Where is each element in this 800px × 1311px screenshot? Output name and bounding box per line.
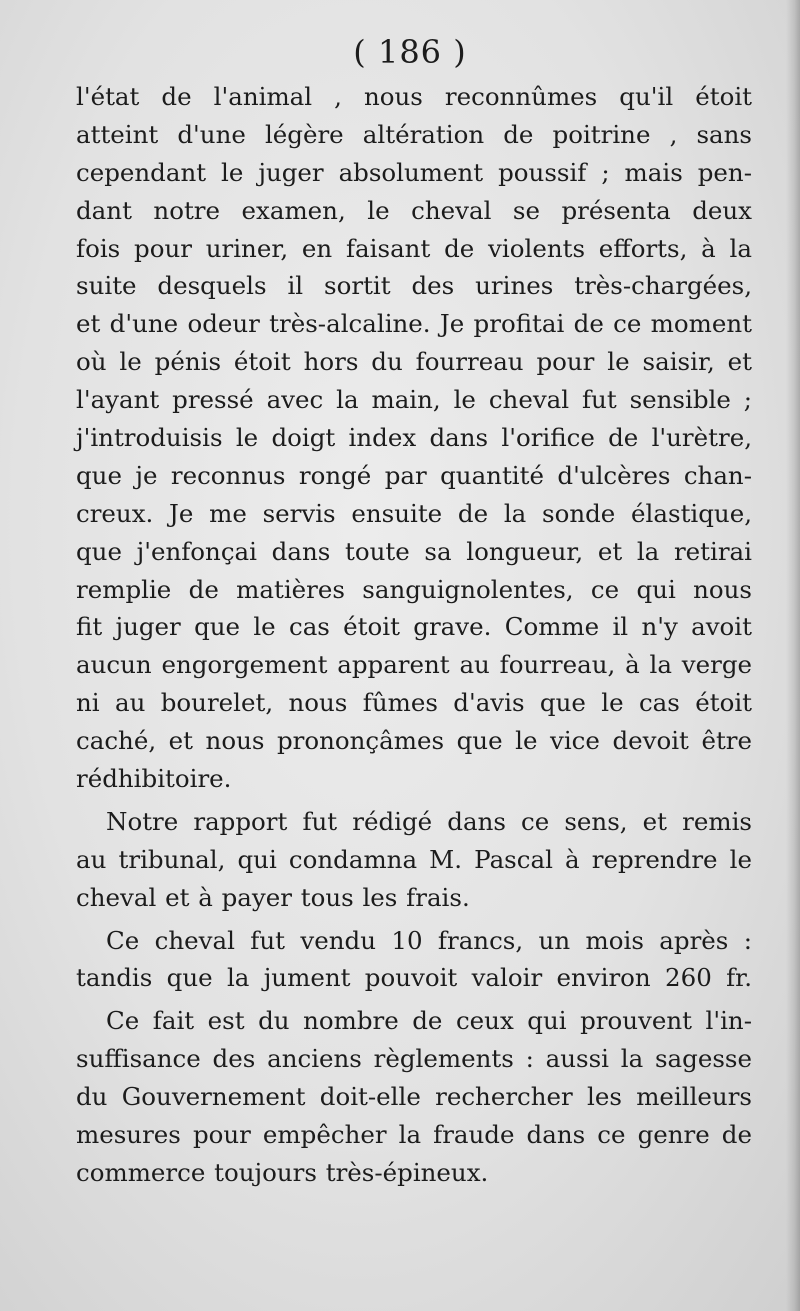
text-line: suite desquels il sortit des urines très-chargées,	[76, 271, 752, 301]
text-line: au tribunal, qui condamna M. Pascal à reprendre le	[76, 844, 752, 874]
text-line: fois pour uriner, en faisant de violents efforts, à la	[76, 233, 752, 263]
text-line: caché, et nous prononçâmes que le vice devoit être	[76, 726, 752, 756]
paragraph-2	[76, 803, 752, 917]
text-line: j'introduisis le doigt index dans l'orifice de l'urètre,	[76, 423, 752, 453]
text-line: que j'enfonçai dans toute sa longueur, et la retirai	[76, 536, 752, 566]
text-line: et d'une odeur très-alcaline. Je profitai de ce moment	[76, 309, 752, 339]
text-line: ni au bourelet, nous fûmes d'avis que le cas étoit	[76, 688, 752, 718]
text-line: mesures pour empêcher la fraude dans ce genre de	[76, 1120, 752, 1150]
text-line: Ce fait est du nombre de ceux qui prouvent l'in-	[106, 1006, 752, 1036]
text-line: fit juger que le cas étoit grave. Comme il n'y avoit	[76, 612, 752, 642]
text-line: suffisance des anciens règlements : aussi la sagesse	[76, 1044, 752, 1074]
text-line: Ce cheval fut vendu 10 francs, un mois après :	[106, 925, 752, 955]
page-number: ( 186 )	[353, 33, 467, 71]
text-line: remplie de matières sanguignolentes, ce qui nous	[76, 574, 752, 604]
text-line: dant notre examen, le cheval se présenta deux	[76, 195, 752, 225]
page-gutter-shadow	[786, 0, 800, 1311]
paragraph-3	[76, 922, 752, 998]
text-line: creux. Je me servis ensuite de la sonde élastique,	[76, 498, 752, 528]
text-line: où le pénis étoit hors du fourreau pour le saisir, et	[76, 347, 752, 377]
text-line: cheval et à payer tous les frais.	[76, 882, 470, 912]
text-line: l'ayant pressé avec la main, le cheval fut sensible ;	[76, 385, 752, 415]
paragraph-1	[76, 78, 752, 798]
text-line: l'état de l'animal , nous reconnûmes qu'il étoit	[76, 82, 752, 111]
text-line: rédhibitoire.	[76, 764, 232, 794]
text-line: tandis que la jument pouvoit valoir environ 260 fr.	[76, 963, 752, 993]
text-line: commerce toujours très-épineux.	[76, 1157, 489, 1187]
text-line: aucun engorgement apparent au fourreau, à la verge	[76, 650, 752, 680]
text-line: du Gouvernement doit-elle rechercher les meilleurs	[76, 1082, 752, 1112]
text-line: atteint d'une légère altération de poitrine , sans	[76, 119, 752, 149]
text-line: Notre rapport fut rédigé dans ce sens, et remis	[106, 806, 752, 836]
body-text	[76, 78, 752, 1192]
text-line: cependant le juger absolument poussif ; mais pen-	[76, 157, 752, 187]
text-line: que je reconnus rongé par quantité d'ulcères chan-	[76, 460, 752, 490]
paragraph-4	[76, 1002, 752, 1191]
